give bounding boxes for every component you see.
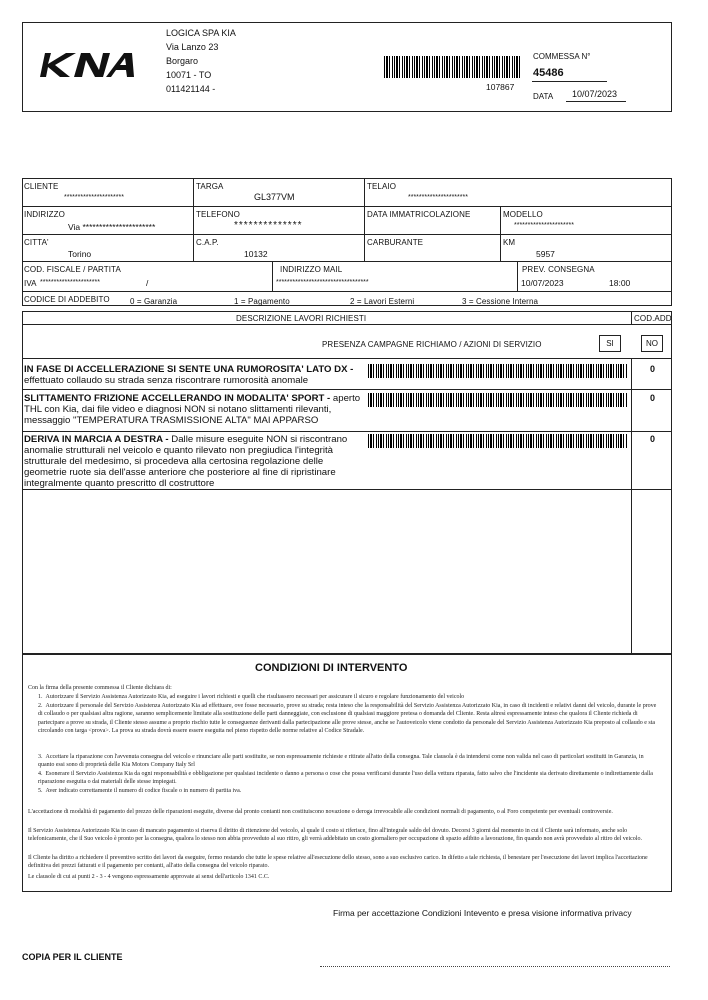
cap-label: C.A.P. [196,238,219,247]
work-item-3 [24,434,364,489]
work-item-2 [24,393,364,426]
work-item-1-title: IN FASE DI ACCELLERAZIONE SI SENTE UNA RUMOROSITA' LATO DX - [24,364,354,375]
campagne-si-checkbox[interactable]: SI [599,335,621,352]
conditions-para-3: Il Cliente ha diritto a richiedere il preventivo scritto dei lavori da eseguire, fermo restando che tutte le spese relative all'esecuzione dello stesso, sono a suo esclusivo carico. In difetto a tale richiesta, il benestare per l'esecuzione dei lavori implica l'accettazione definitiva dei prezzi fatturati e il pagamento per contanti, all'atto della consegna del veicolo riparato. [28,855,648,870]
work-item-3-text: Dalle misure eseguite NON si riscontrano anomalie strutturali nel veicolo e quanto rilevato non pregiudica l'integrità strutturale del medesimo, si procedeva alla certosina regolazione delle geometrie ruote sia dell'asse anteriore che posteriore al fine di ripristinare integralmente quanto prescritto dl costruttore [24,434,348,489]
dealer-company: LOGICA SPA KIA [166,28,236,38]
commessa-number: 45486 [533,67,564,79]
signature-line[interactable] [320,966,670,967]
work-item-1-code: 0 [650,364,656,374]
cap-value: 10132 [244,249,268,259]
iva-label: IVA [24,279,37,288]
condition-item-5: 5. Aver indicato correttamente il numero di codice fiscale o in numero di partita iva. [38,788,242,794]
telefono-label: TELEFONO [196,210,240,219]
campagne-label: PRESENZA CAMPAGNE RICHIAMO / AZIONI DI SERVIZIO [322,340,542,349]
conditions-intro: Con la firma della presente commessa il Cliente dichiara di: [28,685,172,691]
condition-item-1: 1. Autorizzare il Servizio Assistenza Autorizzato Kia, ad eseguire i lavori richiesti e quelli che risultassero necessari per assicurare il sicuro e regolare funzionamento del veicolo [38,694,465,700]
work-item-2-title: SLITTAMENTO FRIZIONE ACCELLERANDO IN MODALITA' SPORT - [24,393,331,404]
modello-value: ********************** [514,222,574,229]
telaio-value: ********************** [408,194,468,201]
indirizzo-label: INDIRIZZO [24,210,65,219]
condition-item-4: 4. Esonerare il Servizio Assistenza Kia da ogni responsabilità e obbligazione per qualsiasi incidente o danno a persona o cose che possa verificarsi durante l'uso della vettura riparata, fatto salvo che l'incidente sia derivato direttamente o indirettamente dalla riparazione eseguita o dai materiali delle stesse impiegati. [38,771,653,786]
telefono-value: ************** [234,220,303,231]
work-item-1-text: effettuato collaudo su strada senza riscontrare rumorosità anomale [24,375,309,386]
addebito-code-2: 2 = Lavori Esterni [350,297,415,306]
conditions-title: CONDIZIONI DI INTERVENTO [255,662,408,674]
addebito-code-0: 0 = Garanzia [130,297,178,306]
kia-logo [36,50,138,80]
date-value: 10/07/2023 [572,89,618,99]
targa-value: GL377VM [254,192,295,202]
condition-item-3: 3. Accettare la riparazione con l'avvenuta consegna del veicolo e rinunciare alle parti sostituite, se non espressamente richieste e ritirate all'atto della consegna. Tale clausola è da intendersi come non valida nel caso di particolari sostituiti in Garanzia, in quanto essi sono di proprietà delle Kia Motors Company Italy Srl [38,754,644,769]
work-item-3-barcode [368,434,628,448]
conditions-para-4: Le clausole di cui ai punti 2 - 3 - 4 vengono espressamente approvate ai sensi dell'articolo 1341 C.C. [28,874,270,880]
signature-note: Firma per accettazione Condizioni Intevento e presa visione informativa privacy [333,908,632,918]
work-item-1 [24,364,364,386]
indirizzo-value: Via ********************** [68,222,156,232]
telaio-label: TELAIO [367,182,397,191]
km-label: KM [503,238,516,247]
immatricolazione-label: DATA IMMATRICOLAZIONE [367,210,471,219]
citta-value: Torino [68,249,92,259]
email-value: ********************************** [276,279,369,286]
addebito-code-1: 1 = Pagamento [234,297,290,306]
email-label: INDIRIZZO MAIL [280,265,343,274]
consegna-label: PREV. CONSEGNA [522,265,595,274]
dealer-zip: 10071 - TO [166,70,212,80]
citta-label: CITTA' [24,238,49,247]
works-header: DESCRIZIONE LAVORI RICHIESTI [236,314,367,323]
work-item-3-code: 0 [650,434,656,444]
header-barcode [384,56,521,78]
work-item-2-code: 0 [650,393,656,403]
barcode-number: 107867 [486,82,515,92]
cliente-label: CLIENTE [24,182,59,191]
commessa-label: COMMESSA N° [533,52,591,61]
conditions-para-1: L'accettazione di modalità di pagamento del prezzo delle riparazioni eseguite, diverse dal pronto contanti non costituiscono novazione o deroga irrevocabile alle condizioni normali di pagamento, o al Foro competente per eventuali controversie. [28,809,613,815]
work-item-3-title: DERIVA IN MARCIA A DESTRA - [24,434,169,445]
kia-logo-icon [36,50,138,80]
copy-label: COPIA PER IL CLIENTE [22,952,123,962]
km-value: 5957 [536,249,555,259]
dealer-street: Via Lanzo 23 [166,42,219,52]
addebito-code-3: 3 = Cessione Interna [462,297,539,306]
consegna-date: 10/07/2023 [521,278,564,288]
iva-value: ********************** [40,279,100,286]
condition-item-2: 2. Autorizzare il personale del Servizio Assistenza Autorizzato Kia ad effettuare, ove fosse necessario, prove su strada; resta inteso che la responsabilità del Servizio Assistenza Autorizzato Kia, in caso di incidenti e relativi danni del veicolo, durante le prove di collaudo o per qualsiasi altra ragione, saranno semplicemente limitate alla sostituzione delle parti danneggiate, con esclusione di qualsiasi maggiore pretesa o domanda del Cliente. Resta altresì espressamente inteso che qualora il Cliente richieda di partecipare a prove su strada, il Cliente stesso assume a proprio rischio tutte le conseguenze derivanti dalla partecipazione alle prove stesse, anche se l'autoveicolo viene condotto da personale del Servizio Assistenza Autorizzato Kia preposto al collaudo e sta circolando con targa <prova>. La prova su strada dovrà essere essere eseguita nel pieno rispetto delle norme relative al Codice Stradale. [38,703,657,735]
conditions-para-2: Il Servizio Assistenza Autorizzato Kia in caso di mancato pagamento si riserva il diritto di ritenzione del veicolo, al quale il costo si riferisce, fino all'integrale saldo del dovuto. Decorsi 3 giorni dal momento in cui il Cliente sarà informato, anche solo telefonicamente, che il Suo veicolo è pronto per la consegna, qualora lo stesso non abbia provveduto al suo ritiro, gli verrà addebitato un costo giornaliero per occupazione di spazio adibito a lavorazione, fin quando non avrà provveduto al ritiro del veicolo. [28,828,642,843]
dealer-city: Borgaro [166,56,199,66]
cliente-value: ********************** [64,194,124,201]
campagne-no-checkbox[interactable]: NO [641,335,663,352]
dealer-phone: 011421144 - [166,84,216,94]
targa-label: TARGA [196,182,224,191]
work-item-1-barcode [368,364,628,378]
addebito-label: CODICE DI ADDEBITO [24,295,110,304]
date-label: DATA [533,92,554,101]
carburante-label: CARBURANTE [367,238,424,247]
work-item-2-barcode [368,393,628,407]
codadd-label: COD.ADD [634,314,672,323]
iva-separator: / [146,278,149,288]
consegna-time: 18:00 [609,278,631,288]
codfiscale-label: COD. FISCALE / PARTITA [24,265,121,274]
modello-label: MODELLO [503,210,543,219]
work-item-2-text: aperto THL con Kia, dai file video e diagnosi NON si notano slittamenti rilevanti, messaggio "TEMPERATURA TRASMISSIONE ALTA" MAI APPARSO [24,393,361,426]
